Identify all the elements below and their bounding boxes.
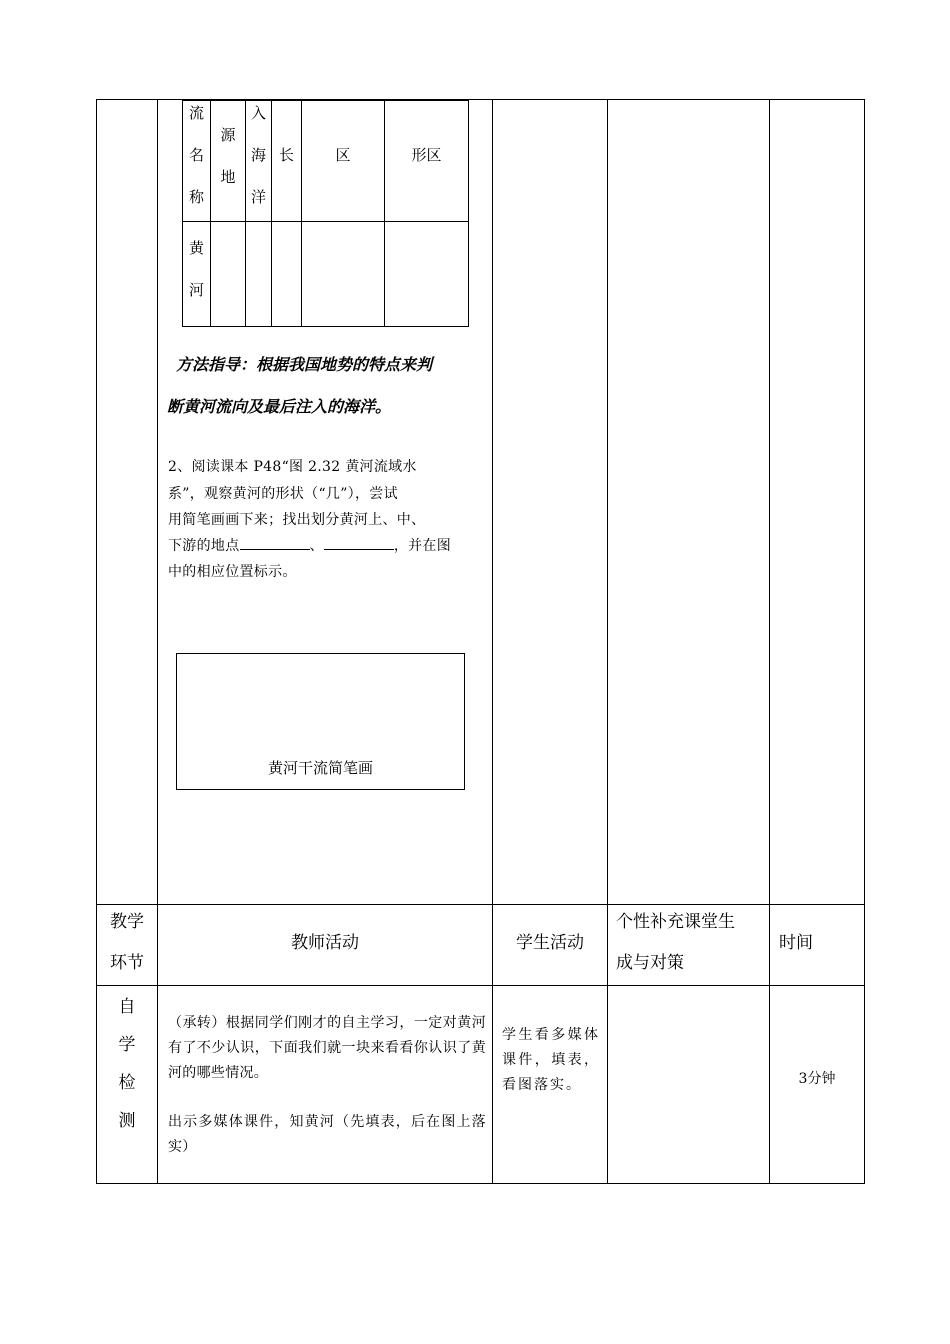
sketch-box[interactable] (176, 653, 465, 790)
outer-right-border (864, 99, 865, 1184)
inner-header-form-region: 形区 (411, 146, 442, 164)
header-time: 时间 (779, 933, 813, 953)
task2-line4-sep: 、 (309, 538, 324, 554)
outer-left-border (96, 99, 97, 1184)
method-guide-line2: 断黄河流向及最后注入的海洋。 (167, 397, 392, 416)
task2-line1: 2、阅读课本 P48“图 2.32 黄河流域水 (168, 459, 417, 475)
teacher-activity-p2: 出示多媒体课件，知黄河（先填表，后在图上落实） (168, 1114, 486, 1155)
task2-line2: 系”，观察黄河的形状（“几”），尝试 (168, 486, 398, 502)
task2-line4 (168, 534, 451, 559)
header-supplement-line2: 成与对策 (616, 953, 684, 973)
row-divider-header-bottom (96, 985, 865, 986)
col-divider-1 (157, 99, 158, 1184)
header-student-activity: 学生活动 (516, 933, 584, 953)
task2-line4-post: ，并在图 (393, 538, 452, 554)
header-supplement-line1: 个性补充课堂生 (616, 912, 735, 932)
sketch-box-label: 黄河干流简笔画 (267, 759, 373, 777)
inner-header-length: 长 (278, 146, 294, 164)
col-divider-2 (492, 99, 493, 1184)
time-value: 3分钟 (798, 1071, 836, 1087)
row-divider-header-top (96, 904, 865, 905)
task2-line5: 中的相应位置标示。 (168, 564, 297, 580)
outer-bottom-border (96, 1183, 865, 1184)
task2-line4-text: 下游的地点 (168, 538, 240, 554)
blank-location-2[interactable] (324, 535, 394, 550)
teacher-activity-p1: （承转）根据同学们刚才的自主学习，一定对黄河有了不少认识，下面我们就一块来看看你认识了黄河的哪些情况。 (168, 1015, 486, 1081)
header-stage-line1: 教学 (110, 912, 144, 932)
header-teacher-activity: 教师活动 (291, 933, 359, 953)
method-guide-line1: 方法指导：根据我国地势的特点来判 (176, 355, 433, 374)
student-activity: 学生看多媒体课件，填表，看图落实。 (502, 1027, 600, 1093)
header-stage-line2: 环节 (110, 953, 144, 973)
col-divider-3 (607, 99, 608, 1184)
task2-line3: 用简笔画画下来；找出划分黄河上、中、 (168, 512, 426, 528)
col-divider-4 (769, 99, 770, 1184)
inner-header-region: 区 (335, 146, 351, 164)
blank-location-1[interactable] (240, 535, 310, 550)
